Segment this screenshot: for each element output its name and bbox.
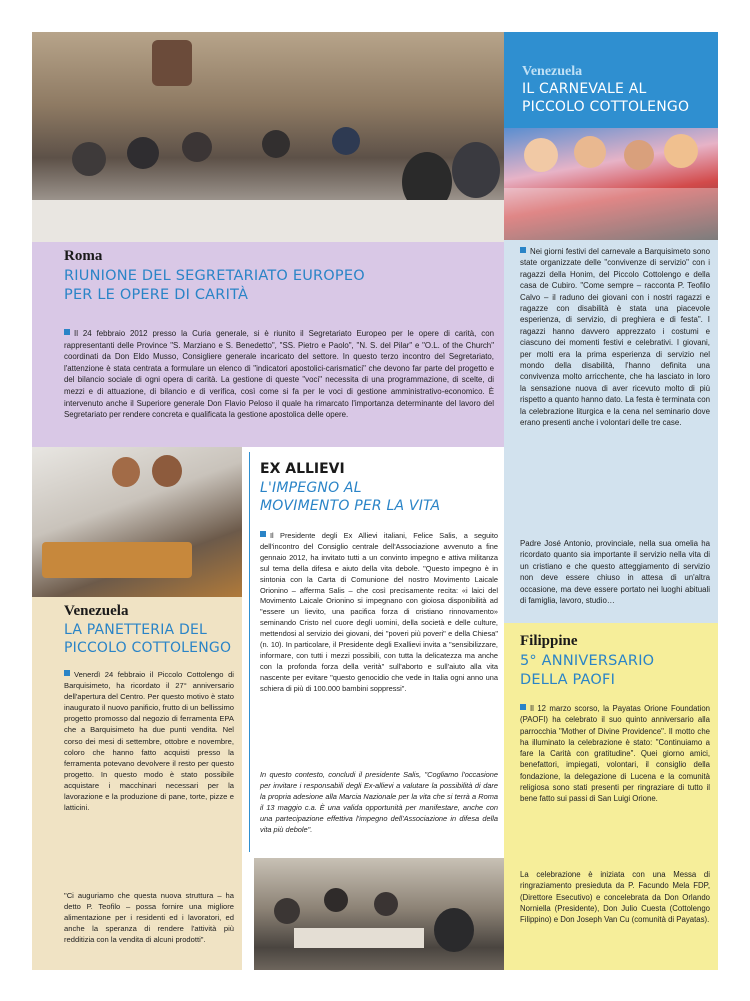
carnevale-body-2: Padre José Antonio, provinciale, nella sua omelia ha ricordato quanto sia importante il servizio nella vita di un cristiano e che questo atteggiamento di servizio non deve essere chiuso in attesa di un'altra occasione, ma deve essere portato nei luoghi abituali di famiglia, lavoro, studio… <box>520 539 710 606</box>
carnevale-headline-2: PICCOLO COTTOLENGO <box>522 99 690 115</box>
photo-figure <box>112 457 140 487</box>
filippine-place: Filippine <box>520 633 578 649</box>
roma-headline-2: PER LE OPERE DI CARITÀ <box>64 287 249 303</box>
section-panetteria <box>32 597 242 970</box>
photo-figure <box>524 138 558 172</box>
photo-figure <box>262 130 290 158</box>
photo-figure <box>324 888 348 912</box>
carnevale-headline-1: IL CARNEVALE AL <box>522 81 647 97</box>
carnevale-body-text: Nei giorni festivi del carnevale a Barquisimeto sono state organizzate delle "convivenze di servizio" con i ragazzi della Honim, del Piccolo Cottolengo e della casa de Cubiro. "Come sempre – racconta P. Teofilo Calvo – il raduno dei giovani con i nostri ragazzi e ragazze con disabilità è stata una piacevole esperienza, di servizio, di preghiera e di festa". I ragazzi hanno davvero apprezzato i costumi e ciascuno dei momenti festivi e celebrativi. I giovani, per molti era la prima esperienza di servizio nel mondo della disabilità, l'hanno definita una convivenza molto arricchente, che ha lasciato in loro la sensazione nuova di aver ricevuto molto di più rispetto a quanto hanno dato. La festa è terminata con la celebrazione liturgica e la cena nel seminario dove erano presenti anche i volontari delle tre case. <box>520 247 710 428</box>
exallievi-headline-2: MOVIMENTO PER LA VITA <box>260 498 441 514</box>
magazine-page <box>32 32 718 970</box>
bullet-icon <box>64 670 70 676</box>
filippine-headline-2: DELLA PAOFI <box>520 672 616 688</box>
filippine-body-2: La celebrazione è iniziata con una Messa di ringraziamento presieduta da P. Facundo Mela FDP, (Direttore Esecutivo) e concelebrata da Don Orlando Norniella (Presidente), Don Julio Cuesta (Cottolengo Filippino) e Don Joseph Van Cu (comunità di Payatas). <box>520 870 710 925</box>
photo-figure <box>624 140 654 170</box>
photo-figure <box>574 136 606 168</box>
section-roma <box>32 242 504 447</box>
bullet-icon <box>64 329 70 335</box>
photo-figure <box>152 40 192 86</box>
panetteria-headline-2: PICCOLO COTTOLENGO <box>64 640 232 656</box>
filippine-body <box>520 703 710 805</box>
exallievi-body <box>260 531 498 695</box>
filippine-headline-1: 5° ANNIVERSARIO <box>520 653 655 669</box>
panetteria-body-text: Venerdì 24 febbraio il Piccolo Cottolengo di Barquisimeto, ha ricordato il 27° anniversario dell'apertura del Centro. Per questo motivo è stato inaugurato il nuovo panificio, frutto di un bellissimo progetto promosso dal negozio di ferramenta EPA che a Barquisimeto ha due punti vendita. Nel corso dei mesi di settembre, ottobre e novembre, coloro che hanno fatto acquisti presso la ferramenta potevano devolvere il resto per questo progetto. In questo modo è stato possibile acquistare i macchinari necessari per la lavorazione e la produzione di pane, torte, pizze e latticini. <box>64 670 234 813</box>
carnevale-place: Venezuela <box>522 64 583 79</box>
exallievi-headline-1: L'IMPEGNO AL <box>260 480 362 496</box>
photo-meeting-rome <box>32 32 504 242</box>
panetteria-headline-1: LA PANETTERIA DEL <box>64 622 208 638</box>
section-ex-allievi <box>254 447 504 857</box>
photo-meeting-ex-allievi <box>254 858 504 970</box>
photo-figure <box>452 142 500 198</box>
panetteria-body-2: "Ci auguriamo che questa nuova struttura – ha detto P. Teofilo – possa fornire una migliore alimentazione per i residenti ed i lavoratori, ed anche la speranza di rendere l'attività più redditizia con la vendita di alcuni prodotti". <box>64 891 234 945</box>
roma-body-text: Il 24 febbraio 2012 presso la Curia generale, si è riunito il Segretariato Europeo per le opere di carità, con rappresentanti delle Province "S. Marziano e S. Benedetto", "SS. Pietro e Paolo", "N. S. del Pilar" e "O.L. of the Church" coordinati da Don Eldo Musso, Consigliere generale incaricato del settore. In questo terzo incontro del Segretariato, l'attenzione è stata centrata a formulare un elenco di "indicatori apostolici-carismatici" che devono far parte del progetto e del bilancio sociale di ogni opera di carità. La gestione di queste "voci" necessita di una programmazione, di scelte, di mezzi e di attuazione, di bilancio e di verifica, così come si fa per le voci di gestione amministrativo-economico. È intervenuto anche il Superiore generale Don Flavio Peloso il quale ha rimarcato l'importanza determinante del lavoro del Segretariato per rendere concreta e qualificata la gestione apostolica delle opere. <box>64 329 494 420</box>
photo-figure <box>434 908 474 952</box>
photo-figure <box>274 898 300 924</box>
bullet-icon <box>260 531 266 537</box>
bullet-icon <box>520 247 526 253</box>
photo-figure <box>664 134 698 168</box>
section-filippine <box>504 623 718 970</box>
photo-figure <box>182 132 212 162</box>
panetteria-body <box>64 669 234 813</box>
photo-figure <box>332 127 360 155</box>
photo-bakery <box>32 447 242 597</box>
exallievi-body-2: In questo contesto, concludi il presidente Salis, "Cogliamo l'occasione per invitare i responsabili degli Ex-allievi a valutare la possibilità di dare la propria adesione alla Marcia Nazionale per la vita che si terrà a Roma il 13 maggio c.a. È una valida opportunità per manifestare, anche con una partecipazione effettiva l'impegno dell'Associazione in difesa della vita più debole". <box>260 770 498 834</box>
photo-figure <box>127 137 159 169</box>
bullet-icon <box>520 704 526 710</box>
exallievi-body-text: Il Presidente degli Ex Allievi italiani, Felice Salis, a seguito dell'incontro del Consiglio centrale dell'Associazione avvenuto a fine gennaio 2012, ha invitato tutti a un convinto impegno e attiva militanza sul tema della difesa e aiuto della vita debole. "Questo impegno è in sintonia con la Carta di Comunione del nostro Movimento Laicale Orionino – afferma Salis – che così precisamente recita: «i laici del Movimento Laicale Orionino si impegnano con gioiosa disponibilità ad "essere un lievito, una pacifica forza di cristiano rinnovamento» seminando Cristo nel cuore degli uomini, della società e delle culture, mettendosi al servizio dei giovani, dei "poveri più poveri" e della Chiesa" (n. 10). In particolare, il Presidente degli Exallievi invita a "sensibilizzare, informare, con tutti i mezzi possibili, con tutta la delicatezza ma anche con la profonda forza della verità" sull'aborto e sull'aiuto alla vita nascente per evitare "questo genocidio che vede in Italia ogni anno una schiera di più di 100.000 bambini soppressi". <box>260 531 498 693</box>
section-carnevale <box>504 240 718 623</box>
photo-figure <box>72 142 106 176</box>
exallievi-place: EX ALLIEVI <box>260 461 345 477</box>
roma-place: Roma <box>64 248 103 264</box>
photo-carnival <box>504 128 718 240</box>
column-divider <box>249 452 250 852</box>
carnevale-body <box>520 246 710 429</box>
photo-figure <box>152 455 182 487</box>
filippine-body-text: Il 12 marzo scorso, la Payatas Orione Foundation (PAOFI) ha celebrato il suo quinto anniversario alla parrocchia "Mother of Divine Providence". Il motto che ha illuminato la celebrazione è stato: "Continuiamo a fare la Carità con gratitudine". Quei giorno amici, benefattori, impiegati, volontari, il consiglio della fondazione, la delegazione di Lucena e la comunità religiosa sono stati presenti per ringraziare di tutto il bene fatto sui passi di San Luigi Orione. <box>520 704 710 804</box>
photo-figure <box>374 892 398 916</box>
panetteria-place: Venezuela <box>64 603 129 619</box>
carnevale-header-bar <box>504 32 718 128</box>
roma-body <box>64 328 494 421</box>
roma-headline-1: RIUNIONE DEL SEGRETARIATO EUROPEO <box>64 268 365 284</box>
